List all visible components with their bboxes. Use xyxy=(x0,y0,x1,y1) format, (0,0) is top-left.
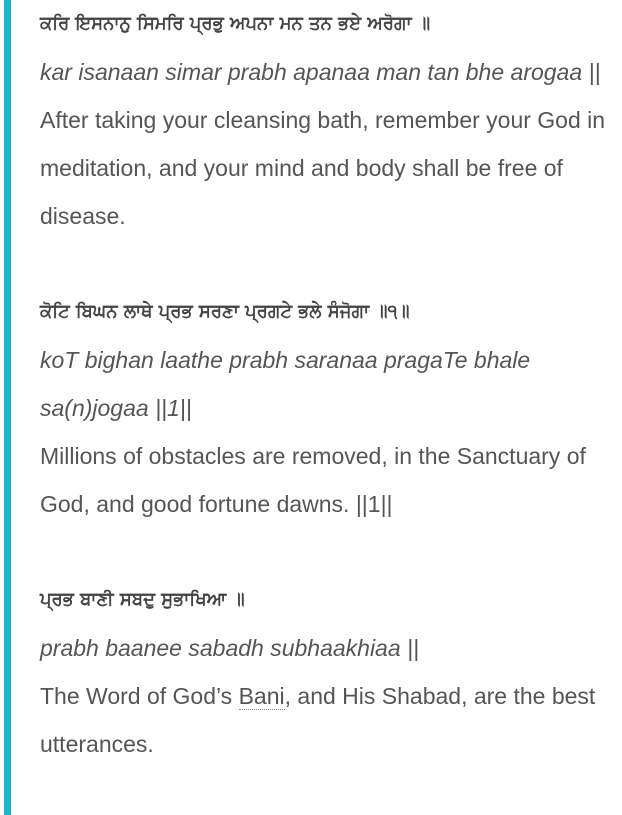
gurmukhi-line: ਕਰਿ ਇਸਨਾਨੁ ਸਿਮਰਿ ਪ੍ਰਭੁ ਅਪਨਾ ਮਨ ਤਨ ਭਏ ਅਰੋਗਾ ॥ xyxy=(40,13,431,34)
verse-1 xyxy=(40,0,615,240)
verse-spacer xyxy=(40,240,615,288)
glossary-term-link[interactable]: Bani xyxy=(238,683,285,709)
translation-text: , and His Shabad, are the best utterances. xyxy=(40,683,596,757)
verse-spacer xyxy=(40,528,615,576)
verse-content xyxy=(40,0,615,768)
translation-line: Millions of obstacles are removed, in the Sanctuary of God, and good fortune dawns. ||1|| xyxy=(40,443,586,517)
accent-bar xyxy=(0,0,11,815)
transliteration-line: kar isanaan simar prabh apanaa man tan bhe arogaa || xyxy=(40,59,601,85)
gurmukhi-line: ਕੋਟਿ ਬਿਘਨ ਲਾਥੇ ਪ੍ਰਭ ਸਰਣਾ ਪ੍ਰਗਟੇ ਭਲੇ ਸੰਜੋਗਾ ॥੧॥ xyxy=(40,301,410,322)
transliteration-line: koT bighan laathe prabh saranaa pragaTe bhale sa(n)jogaa ||1|| xyxy=(40,347,531,421)
verse-2 xyxy=(40,288,615,528)
translation-text: The Word of God’s xyxy=(40,683,239,709)
translation-line xyxy=(40,672,615,768)
gurmukhi-line: ਪ੍ਰਭ ਬਾਣੀ ਸਬਦੁ ਸੁਭਾਖਿਆ ॥ xyxy=(40,589,245,610)
translation-line: After taking your cleansing bath, remember your God in meditation, and your mind and body shall be free of disease. xyxy=(40,107,606,229)
verse-3 xyxy=(40,576,615,768)
transliteration-line: prabh baanee sabadh subhaakhiaa || xyxy=(40,635,419,661)
